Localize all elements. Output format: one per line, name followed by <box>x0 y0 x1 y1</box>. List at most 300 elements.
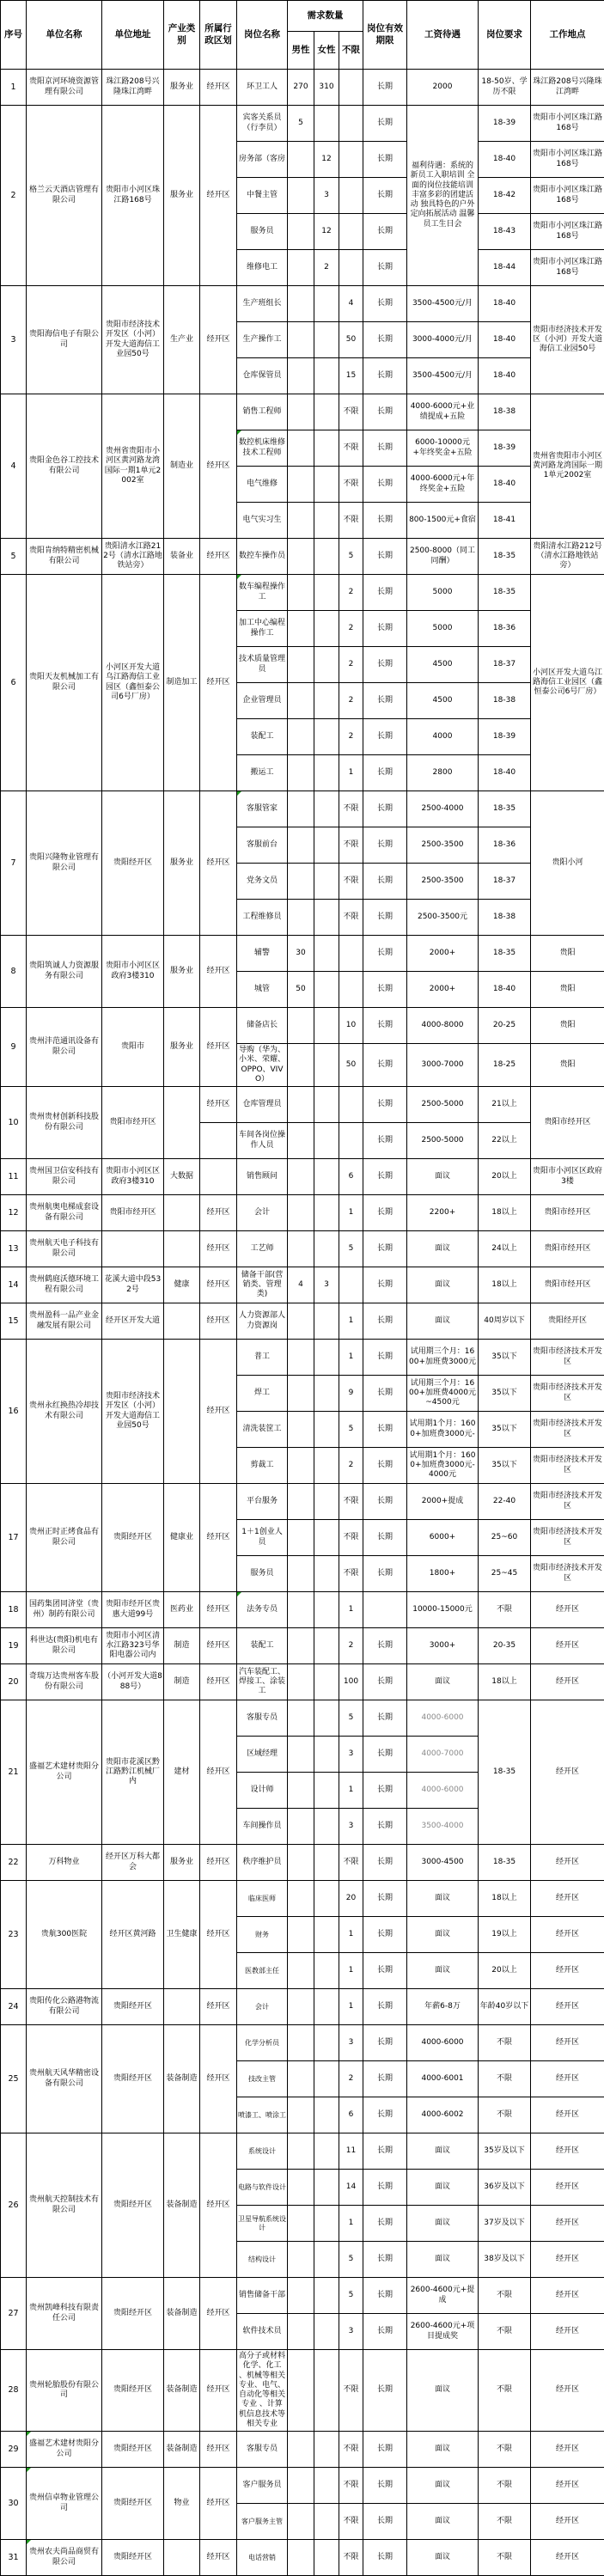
cell-demand-unlimited <box>339 214 363 250</box>
cell-requirement: 不限 <box>479 2504 531 2540</box>
cell-salary: 4000-6000元+年终奖金+五险 <box>407 467 479 503</box>
cell-requirement: 40周岁以下 <box>479 1303 531 1340</box>
cell-requirement: 18-40 <box>479 322 531 358</box>
cell-company-address: （小河开发大道888号） <box>102 1664 164 1700</box>
cell-requirement: 22-40 <box>479 1484 531 1520</box>
cell-validity: 长期 <box>363 250 407 286</box>
cell-validity: 长期 <box>363 1044 407 1087</box>
cell-demand-female <box>314 394 339 430</box>
cell-demand-unlimited: 6 <box>339 1159 363 1195</box>
cell-position-name: 党务文员 <box>237 864 288 900</box>
cell-workplace: 贵阳市经济技术开发区 <box>531 1340 604 1376</box>
cell-demand-male <box>288 1737 314 1773</box>
cell-salary: 面议 <box>407 2242 479 2278</box>
cell-position-name: 销售储备干部 <box>237 2278 288 2314</box>
cell-demand-female <box>314 1044 339 1087</box>
table-row <box>1 1845 604 1881</box>
cell-position-name: 维修电工 <box>237 250 288 286</box>
cell-validity: 长期 <box>363 178 407 214</box>
cell-validity: 长期 <box>363 647 407 683</box>
cell-region: 经开区 <box>200 1008 237 1087</box>
cell-demand-male <box>288 286 314 322</box>
cell-company-address: 贵阳市经开区贵惠大道99号 <box>102 1592 164 1628</box>
cell-requirement: 18-40 <box>479 286 531 322</box>
cell-workplace: 贵阳市经开区 <box>531 1087 604 1159</box>
cell-validity: 长期 <box>363 1773 407 1809</box>
cell-seq: 27 <box>1 2278 27 2350</box>
cell-salary: 2500-3500 <box>407 864 479 900</box>
cell-salary: 面议 <box>407 1303 479 1340</box>
cell-demand-female <box>314 1700 339 1737</box>
cell-industry: 制造 <box>164 1628 200 1664</box>
cell-company-name: 贵州盈科一品产业金融发展有限公司 <box>27 1303 102 1340</box>
cell-position-name: 客服专员 <box>237 1700 288 1737</box>
cell-demand-male <box>288 142 314 178</box>
cell-demand-female: 3 <box>314 178 339 214</box>
cell-salary: 4000 <box>407 719 479 755</box>
cell-seq: 4 <box>1 394 27 539</box>
table-row <box>1 1087 604 1123</box>
cell-demand-male <box>288 1159 314 1195</box>
cell-requirement: 21以上 <box>479 1087 531 1123</box>
cell-workplace: 经开区 <box>531 2242 604 2278</box>
cell-validity: 长期 <box>363 2242 407 2278</box>
cell-demand-unlimited: 不限 <box>339 2540 363 2576</box>
cell-region: 经开区 <box>200 1592 237 1628</box>
cell-position-name: 人力资源部人力资源岗 <box>237 1303 288 1340</box>
cell-salary: 3000+ <box>407 1628 479 1664</box>
cell-demand-male <box>288 1087 314 1123</box>
cell-industry: 装备制造 <box>164 2278 200 2350</box>
cell-demand-unlimited <box>339 106 363 142</box>
cell-workplace: 经开区 <box>531 2314 604 2350</box>
cell-demand-unlimited: 不限 <box>339 2350 363 2432</box>
cell-validity: 长期 <box>363 467 407 503</box>
cell-region: 经开区 <box>200 936 237 1008</box>
cell-requirement: 18-35 <box>479 1845 531 1881</box>
cell-position-name: 电气维修 <box>237 467 288 503</box>
cell-industry <box>164 1303 200 1340</box>
cell-demand-unlimited: 5 <box>339 1700 363 1737</box>
cell-demand-unlimited <box>339 1123 363 1159</box>
cell-industry: 生产业 <box>164 286 200 394</box>
cell-demand-male <box>288 2097 314 2133</box>
cell-requirement: 不限 <box>479 2061 531 2097</box>
cell-requirement: 18以上 <box>479 1664 531 1700</box>
cell-demand-unlimited: 2 <box>339 1628 363 1664</box>
cell-workplace: 经开区 <box>531 2061 604 2097</box>
cell-salary: 面议 <box>407 1231 479 1267</box>
cell-requirement: 20-25 <box>479 1008 531 1044</box>
cell-position-name: 秩序维护员 <box>237 1845 288 1881</box>
cell-validity: 长期 <box>363 1881 407 1917</box>
cell-requirement: 18-40 <box>479 358 531 394</box>
cell-salary: 4500 <box>407 647 479 683</box>
cell-validity: 长期 <box>363 1340 407 1376</box>
cell-company-name: 盛福艺术建材贵阳分公司 <box>27 1700 102 1845</box>
cell-validity: 长期 <box>363 864 407 900</box>
cell-validity: 长期 <box>363 1484 407 1520</box>
col-header-industry: 产业类别 <box>164 1 200 70</box>
cell-demand-unlimited: 不限 <box>339 827 363 864</box>
cell-workplace: 贵阳经开区 <box>531 1303 604 1340</box>
cell-requirement: 18以上 <box>479 1195 531 1231</box>
cell-demand-female <box>314 972 339 1008</box>
cell-position-name: 辅警 <box>237 936 288 972</box>
cell-company-name: 贵州航天控制技术有限公司 <box>27 2133 102 2278</box>
cell-demand-female <box>314 358 339 394</box>
cell-demand-male <box>288 1520 314 1556</box>
cell-region: 经开区 <box>200 2468 237 2540</box>
cell-salary: 面议 <box>407 2133 479 2170</box>
cell-demand-male <box>288 1773 314 1809</box>
cell-demand-male <box>288 214 314 250</box>
cell-demand-female <box>314 286 339 322</box>
cell-demand-unlimited <box>339 972 363 1008</box>
cell-requirement: 25~60 <box>479 1520 531 1556</box>
cell-salary: 4000-6001 <box>407 2061 479 2097</box>
cell-demand-unlimited: 3 <box>339 2025 363 2061</box>
cell-workplace: 贵阳市小河区珠江路168号 <box>531 214 604 250</box>
cell-workplace: 经开区 <box>531 2468 604 2504</box>
cell-salary: 4000-6000 <box>407 1700 479 1737</box>
cell-salary: 2000+提成 <box>407 1484 479 1520</box>
cell-requirement: 18-37 <box>479 647 531 683</box>
cell-position-name: 技改主管 <box>237 2061 288 2097</box>
cell-position-name: 汽车装配工、焊接工、涂装工 <box>237 1664 288 1700</box>
cell-industry: 健康 <box>164 1267 200 1303</box>
table-row <box>1 106 604 142</box>
cell-position-name: 加工中心编程操作工 <box>237 611 288 647</box>
cell-position-name: 导购（华为、小米、荣耀、OPPO、VIVO） <box>237 1044 288 1087</box>
cell-requirement: 35以下 <box>479 1448 531 1484</box>
cell-note-marker <box>237 1592 241 1596</box>
cell-workplace: 经开区 <box>531 1592 604 1628</box>
cell-validity: 长期 <box>363 539 407 575</box>
cell-demand-male <box>288 2170 314 2206</box>
cell-demand-unlimited: 1 <box>339 1773 363 1809</box>
cell-demand-female <box>314 467 339 503</box>
cell-validity: 长期 <box>363 2504 407 2540</box>
cell-demand-unlimited: 1 <box>339 1340 363 1376</box>
cell-salary: 面议 <box>407 2206 479 2242</box>
col-header-seq: 序号 <box>1 1 27 70</box>
cell-salary: 福利待遇：系统的新员工入职培训 全面的岗位技能培训 丰富多彩的团建活动 独具特色的户外定向拓展活动 温馨员工生日会 <box>407 106 479 286</box>
cell-workplace: 贵阳市经济技术开发区 <box>531 1520 604 1556</box>
cell-position-name: 数车编程操作工 <box>237 575 288 611</box>
cell-position-name: 平台服务 <box>237 1484 288 1520</box>
cell-company-address: 贵阳市小河区区政府3楼310 <box>102 936 164 1008</box>
cell-demand-female <box>314 647 339 683</box>
cell-demand-female <box>314 1556 339 1592</box>
cell-position-name: 会计 <box>237 1989 288 2025</box>
cell-demand-unlimited: 1 <box>339 1592 363 1628</box>
cell-salary: 2500-4000 <box>407 791 479 827</box>
cell-company-name: 贵州轮胎股份有限公司 <box>27 2350 102 2432</box>
cell-position-name: 客服前台 <box>237 827 288 864</box>
cell-demand-male <box>288 1592 314 1628</box>
cell-seq: 26 <box>1 2133 27 2278</box>
cell-demand-female <box>314 864 339 900</box>
cell-company-name: 贵阳传化公路港物流有限公司 <box>27 1989 102 2025</box>
cell-industry: 装备业 <box>164 539 200 575</box>
cell-requirement: 18-37 <box>479 864 531 900</box>
cell-salary: 2500-3500元 <box>407 900 479 936</box>
cell-salary: 2600-4600元+提成 <box>407 2278 479 2314</box>
cell-workplace: 贵阳 <box>531 1044 604 1087</box>
cell-demand-unlimited: 不限 <box>339 467 363 503</box>
cell-workplace: 贵阳市经济技术开发区 <box>531 1412 604 1448</box>
cell-requirement: 18以上 <box>479 1881 531 1917</box>
cell-validity: 长期 <box>363 2540 407 2576</box>
cell-salary: 试用期三个月：1600+加班费3000元 <box>407 1340 479 1376</box>
cell-seq: 13 <box>1 1231 27 1267</box>
cell-demand-unlimited: 5 <box>339 1231 363 1267</box>
cell-salary: 4000-6000元+业绩提成+五险 <box>407 394 479 430</box>
cell-industry: 制造加工 <box>164 575 200 791</box>
cell-demand-female <box>314 1087 339 1123</box>
cell-validity: 长期 <box>363 2133 407 2170</box>
cell-demand-female <box>314 2278 339 2314</box>
cell-requirement: 18-38 <box>479 683 531 719</box>
cell-region <box>200 1159 237 1195</box>
cell-seq: 7 <box>1 791 27 936</box>
cell-position-name: 软件技术员 <box>237 2314 288 2350</box>
col-header-demand-female: 女性 <box>314 32 339 70</box>
cell-company-name: 盛福艺术建材贵阳分公司 <box>27 2432 102 2468</box>
cell-position-name: 搬运工 <box>237 755 288 791</box>
cell-demand-unlimited: 3 <box>339 1737 363 1773</box>
cell-company-address: 贵阳市 <box>102 1008 164 1087</box>
cell-workplace: 贵阳市经济技术开发区 <box>531 1376 604 1412</box>
cell-demand-male <box>288 2133 314 2170</box>
table-row <box>1 1159 604 1195</box>
col-header-requirement: 岗位要求 <box>479 1 531 70</box>
cell-validity: 长期 <box>363 1376 407 1412</box>
cell-seq: 1 <box>1 70 27 106</box>
table-row <box>1 1989 604 2025</box>
cell-demand-unlimited: 1 <box>339 1989 363 2025</box>
cell-demand-unlimited: 不限 <box>339 503 363 539</box>
cell-company-address: 贵阳市小河区珠江路168号 <box>102 106 164 286</box>
table-row <box>1 286 604 322</box>
cell-demand-unlimited: 1 <box>339 1953 363 1989</box>
cell-region: 经开区 <box>200 791 237 936</box>
cell-requirement: 18-40 <box>479 972 531 1008</box>
cell-demand-male <box>288 1881 314 1917</box>
cell-validity: 长期 <box>363 1448 407 1484</box>
cell-validity: 长期 <box>363 2432 407 2468</box>
cell-demand-male <box>288 250 314 286</box>
cell-seq: 16 <box>1 1340 27 1484</box>
cell-region: 经开区 <box>200 394 237 539</box>
cell-workplace: 经开区 <box>531 2432 604 2468</box>
cell-demand-female <box>314 575 339 611</box>
table-row <box>1 1340 604 1376</box>
cell-validity: 长期 <box>363 503 407 539</box>
cell-industry <box>164 1195 200 1231</box>
cell-salary: 5000 <box>407 575 479 611</box>
cell-region: 经开区 <box>200 1303 237 1340</box>
cell-company-address: 贵阳经开区 <box>102 2278 164 2350</box>
cell-region: 经开区 <box>200 1267 237 1303</box>
cell-position-name: 区域经理 <box>237 1737 288 1773</box>
cell-region: 经开区 <box>200 2025 237 2133</box>
cell-demand-male <box>288 358 314 394</box>
cell-seq: 29 <box>1 2432 27 2468</box>
cell-requirement: 22以上 <box>479 1123 531 1159</box>
cell-industry <box>164 2540 200 2576</box>
cell-workplace: 经开区 <box>531 1664 604 1700</box>
cell-region: 经开区 <box>200 2278 237 2350</box>
cell-demand-female <box>314 1008 339 1044</box>
cell-demand-male <box>288 394 314 430</box>
cell-requirement: 38岁及以下 <box>479 2242 531 2278</box>
cell-workplace: 贵阳市小河区珠江路168号 <box>531 142 604 178</box>
cell-position-name: 卫星导航系统设计 <box>237 2206 288 2242</box>
cell-company-name: 贵州农夫尚品商贸有限公司 <box>27 2540 102 2576</box>
cell-demand-male <box>288 1809 314 1845</box>
cell-company-name: 国药集团同济堂（贵州）制药有限公司 <box>27 1592 102 1628</box>
cell-workplace: 贵阳市经济技术开发区 <box>531 1556 604 1592</box>
cell-validity: 长期 <box>363 2025 407 2061</box>
cell-demand-female <box>314 1737 339 1773</box>
table-body <box>1 70 604 2576</box>
cell-demand-unlimited: 2 <box>339 719 363 755</box>
cell-demand-female <box>314 1664 339 1700</box>
cell-validity: 长期 <box>363 142 407 178</box>
cell-company-name: 贵州航天电子科技有限公司 <box>27 1231 102 1267</box>
cell-demand-female <box>314 1592 339 1628</box>
cell-industry: 服务业 <box>164 936 200 1008</box>
cell-validity: 长期 <box>363 972 407 1008</box>
cell-company-name: 贵阳金色谷工控技术有限公司 <box>27 394 102 539</box>
cell-region: 经开区 <box>200 2350 237 2432</box>
cell-validity: 长期 <box>363 1123 407 1159</box>
cell-workplace: 经开区 <box>531 1845 604 1881</box>
table-row <box>1 1881 604 1917</box>
cell-salary: 2500-5000 <box>407 1123 479 1159</box>
cell-workplace: 贵阳市经开区 <box>531 1195 604 1231</box>
cell-salary: 面议 <box>407 1953 479 1989</box>
cell-demand-unlimited: 6 <box>339 2097 363 2133</box>
cell-demand-female <box>314 1376 339 1412</box>
cell-region: 经开区 <box>200 2540 237 2576</box>
cell-demand-unlimited: 不限 <box>339 1520 363 1556</box>
cell-industry: 服务业 <box>164 1845 200 1881</box>
cell-demand-unlimited: 5 <box>339 2278 363 2314</box>
cell-demand-female: 3 <box>314 1267 339 1303</box>
cell-salary: 年薪6-8万 <box>407 1989 479 2025</box>
cell-demand-male <box>288 2432 314 2468</box>
table-row <box>1 70 604 106</box>
col-header-position: 岗位名称 <box>237 1 288 70</box>
cell-industry: 健康业 <box>164 1484 200 1592</box>
cell-position-name: 装配工 <box>237 1628 288 1664</box>
cell-demand-female <box>314 2540 339 2576</box>
cell-seq: 3 <box>1 286 27 394</box>
cell-seq: 21 <box>1 1700 27 1845</box>
cell-demand-unlimited: 1 <box>339 1917 363 1953</box>
cell-workplace: 经开区 <box>531 2540 604 2576</box>
cell-salary: 面议 <box>407 1664 479 1700</box>
cell-validity: 长期 <box>363 900 407 936</box>
cell-region: 经开区 <box>200 70 237 106</box>
cell-seq: 22 <box>1 1845 27 1881</box>
cell-industry: 制造业 <box>164 394 200 539</box>
cell-demand-unlimited <box>339 1267 363 1303</box>
cell-region: 经开区 <box>200 1231 237 1267</box>
cell-demand-male <box>288 1556 314 1592</box>
cell-company-address: 贵阳市小河区区政府3楼310 <box>102 1159 164 1195</box>
table-row <box>1 791 604 827</box>
cell-validity: 长期 <box>363 1664 407 1700</box>
table-row <box>1 1267 604 1303</box>
cell-validity: 长期 <box>363 2314 407 2350</box>
cell-demand-male <box>288 1123 314 1159</box>
cell-demand-male <box>288 1917 314 1953</box>
cell-position-name: 数控车操作员 <box>237 539 288 575</box>
cell-company-name: 万科物业 <box>27 1845 102 1881</box>
cell-seq: 14 <box>1 1267 27 1303</box>
cell-industry: 装备制造 <box>164 2025 200 2133</box>
cell-demand-unlimited: 不限 <box>339 1845 363 1881</box>
cell-company-address: 贵阳经开区 <box>102 2025 164 2133</box>
cell-company-address: 贵阳经开区 <box>102 2540 164 2576</box>
cell-demand-unlimited: 不限 <box>339 2432 363 2468</box>
cell-demand-male <box>288 827 314 864</box>
cell-validity: 长期 <box>363 70 407 106</box>
cell-company-address: 贵阳经开区 <box>102 2133 164 2278</box>
cell-demand-female <box>314 1520 339 1556</box>
cell-workplace: 贵阳 <box>531 936 604 972</box>
cell-requirement: 18-35 <box>479 791 531 827</box>
cell-demand-female <box>314 2133 339 2170</box>
cell-salary: 试用期1个月：1600+加班费3000元- <box>407 1412 479 1448</box>
cell-company-address: 贵阳市花溪区黔江路黔江机械厂内 <box>102 1700 164 1845</box>
cell-company-name: 格兰云天酒店管理有限公司 <box>27 106 102 286</box>
cell-region: 经开区 <box>200 1881 237 1989</box>
table-row <box>1 1592 604 1628</box>
cell-requirement: 不限 <box>479 2314 531 2350</box>
cell-requirement: 35以下 <box>479 1376 531 1412</box>
cell-requirement: 18-35 <box>479 936 531 972</box>
cell-salary: 6000-10000元+年终奖金+五险 <box>407 430 479 467</box>
cell-demand-female <box>314 539 339 575</box>
cell-company-name: 贵阳肯纳特精密机械有限公司 <box>27 539 102 575</box>
cell-salary: 试用期三个月：1600+加班费4000元~4500元 <box>407 1376 479 1412</box>
cell-workplace: 经开区 <box>531 1700 604 1845</box>
cell-position-name: 电话营销 <box>237 2540 288 2576</box>
cell-salary: 2500-5000 <box>407 1087 479 1123</box>
cell-position-name: 化学分析员 <box>237 2025 288 2061</box>
cell-seq: 8 <box>1 936 27 1008</box>
cell-position-name: 工程维修员 <box>237 900 288 936</box>
cell-workplace: 贵州省贵阳市小河区黄河路龙湾国际一期1单元2002室 <box>531 394 604 539</box>
cell-salary: 2800 <box>407 755 479 791</box>
cell-demand-female <box>314 1773 339 1809</box>
cell-demand-unlimited: 14 <box>339 2170 363 2206</box>
cell-demand-male <box>288 1303 314 1340</box>
cell-company-name: 贵阳天友机械加工有限公司 <box>27 575 102 791</box>
cell-validity: 长期 <box>363 1737 407 1773</box>
cell-demand-male <box>288 1448 314 1484</box>
cell-industry: 服务业 <box>164 70 200 106</box>
cell-position-name: 销售顾问 <box>237 1159 288 1195</box>
cell-demand-female <box>314 1628 339 1664</box>
table-row <box>1 936 604 972</box>
cell-demand-male: 5 <box>288 106 314 142</box>
